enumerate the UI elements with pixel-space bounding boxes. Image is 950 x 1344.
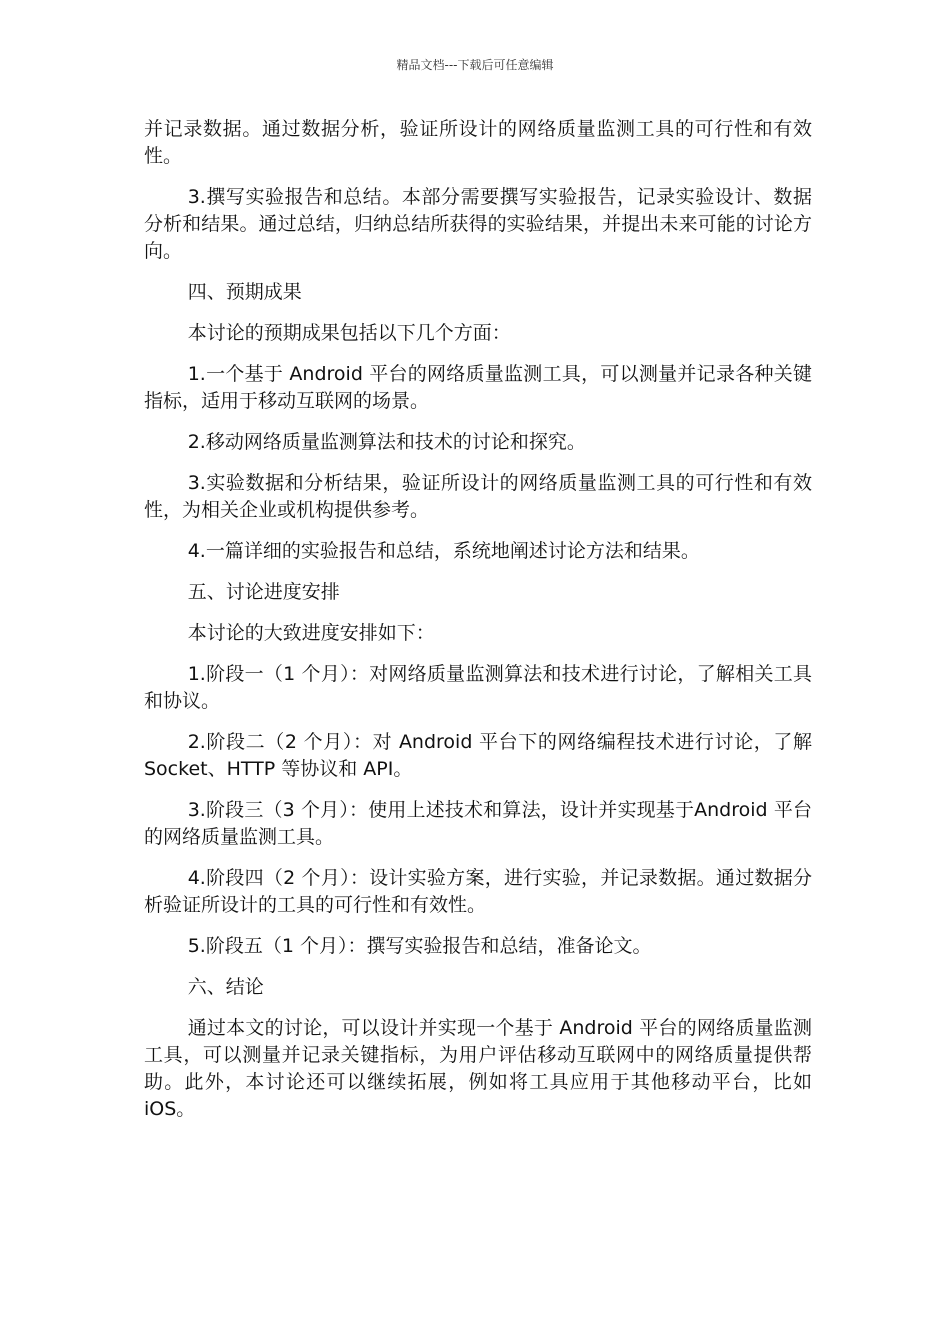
document-body — [144, 116, 812, 1137]
paragraph-continuation: 并记录数据。通过数据分析，验证所设计的网络质量监测工具的可行性和有效性。 — [144, 118, 812, 167]
paragraph-result-3: 3.实验数据和分析结果，验证所设计的网络质量监测工具的可行性和有效性，为相关企业或机构提供参考。 — [144, 472, 812, 521]
paragraph-stage-1: 1.阶段一（1 个月）：对网络质量监测算法和技术进行讨论，了解相关工具和协议。 — [144, 663, 812, 712]
paragraph-stage-3: 3.阶段三（3 个月）：使用上述技术和算法，设计并实现基于Android 平台的网络质量监测工具。 — [144, 799, 812, 848]
section-heading-schedule: 五、讨论进度安排 — [187, 581, 340, 603]
paragraph-conclusion: 通过本文的讨论，可以设计并实现一个基于 Android 平台的网络质量监测工具，可以测量并记录关键指标，为用户评估移动互联网中的网络质量提供帮助。此外，本讨论还可以继续拓展，例如将工具应用于其他移动平台，比如 iOS。 — [144, 1017, 812, 1120]
paragraph-stage-5: 5.阶段五（1 个月）：撰写实验报告和总结，准备论文。 — [187, 935, 652, 957]
paragraph-results-intro: 本讨论的预期成果包括以下几个方面： — [187, 322, 511, 344]
section-heading-conclusion: 六、结论 — [187, 976, 264, 998]
paragraph-step-3: 3.撰写实验报告和总结。本部分需要撰写实验报告，记录实验设计、数据分析和结果。通过总结，归纳总结所获得的实验结果，并提出未来可能的讨论方向。 — [144, 186, 812, 262]
paragraph-schedule-intro: 本讨论的大致进度安排如下： — [187, 622, 435, 644]
paragraph-result-4: 4.一篇详细的实验报告和总结，系统地阐述讨论方法和结果。 — [187, 540, 700, 562]
section-heading-expected-results: 四、预期成果 — [187, 281, 302, 303]
paragraph-stage-2: 2.阶段二（2 个月）：对 Android 平台下的网络编程技术进行讨论，了解 Socket、HTTP 等协议和 API。 — [144, 731, 812, 780]
paragraph-stage-4: 4.阶段四（2 个月）：设计实验方案，进行实验，并记录数据。通过数据分析验证所设计的工具的可行性和有效性。 — [144, 867, 812, 916]
paragraph-result-2: 2.移动网络质量监测算法和技术的讨论和探究。 — [187, 431, 586, 453]
paragraph-result-1: 1.一个基于 Android 平台的网络质量监测工具，可以测量并记录各种关键指标，适用于移动互联网的场景。 — [144, 363, 812, 412]
page-header: 精品文档---下载后可任意编辑 — [396, 58, 554, 72]
